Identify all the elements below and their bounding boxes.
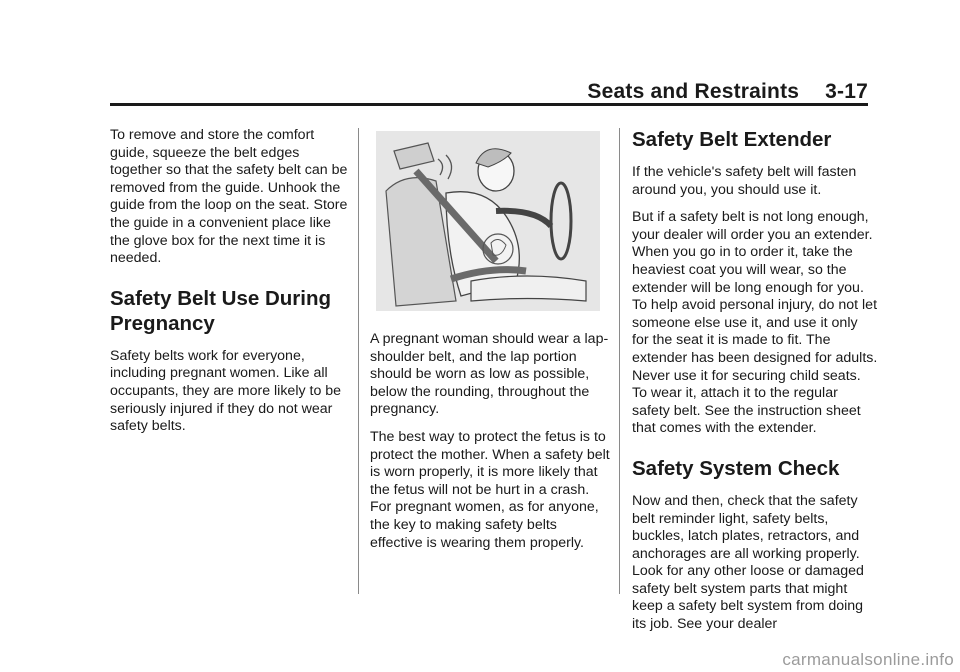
column-divider	[358, 128, 359, 594]
protect-mother-paragraph: The best way to protect the fetus is to protect the mother. When a safety belt is worn properly, it is more likely that the fetus will not be hurt in a crash. For pregnant women, as for anyone, the key to making safety belts effective is wearing them properly.	[370, 428, 610, 551]
pregnancy-heading: Safety Belt Use During Pregnancy	[110, 286, 331, 335]
illustration-drawing	[376, 131, 600, 311]
column-left	[110, 127, 350, 446]
column-right	[632, 127, 878, 644]
system-check-paragraph: Now and then, check that the safety belt reminder light, safety belts, buckles, latch plates, retractors, and anchorages are all working properly. Look for any other loose or damaged safety belt system parts that might keep a safety belt system from doing its job. See your dealer	[632, 492, 864, 633]
lap-belt-paragraph: A pregnant woman should wear a lap-shoulder belt, and the lap portion should be worn as low as possible, below the rounding, throughout the pregnancy.	[370, 331, 609, 418]
pregnant-woman-seatbelt-illustration	[376, 131, 600, 311]
column-divider	[619, 128, 620, 594]
system-check-heading: Safety System Check	[632, 456, 840, 480]
comfort-guide-paragraph: To remove and store the comfort guide, squeeze the belt edges together so that the safety belt can be removed from the guide. Unhook the guide from the loop on the seat. Store the guide in a convenient place like the glove box for the next time it is needed.	[110, 127, 348, 267]
page-number: 3-17	[825, 80, 868, 103]
section-title: Seats and Restraints	[587, 80, 800, 103]
column-middle	[370, 127, 610, 562]
extender-details-paragraph: But if a safety belt is not long enough, your dealer will order you an extender. When you go in to order it, take the heaviest coat you will wear, so the extender will be long enough for you. To help avoid personal injury, do not let someone else use it, and use it only for the seat it is made to fit. The extender has been designed for adults. Never use it for securing child seats. To wear it, attach it to the regular safety belt. See the instruction sheet that comes with the extender.	[632, 209, 878, 437]
extender-intro-paragraph: If the vehicle's safety belt will fasten around you, you should use it.	[632, 164, 857, 198]
header-rule	[110, 103, 868, 106]
running-header	[587, 80, 868, 104]
belt-extender-heading: Safety Belt Extender	[632, 128, 832, 151]
pregnancy-intro-paragraph: Safety belts work for everyone, including pregnant women. Like all occupants, they are more likely to be seriously injured if they do not wear safety belts.	[110, 347, 342, 435]
site-watermark: carmanualsonline.info	[782, 650, 954, 669]
